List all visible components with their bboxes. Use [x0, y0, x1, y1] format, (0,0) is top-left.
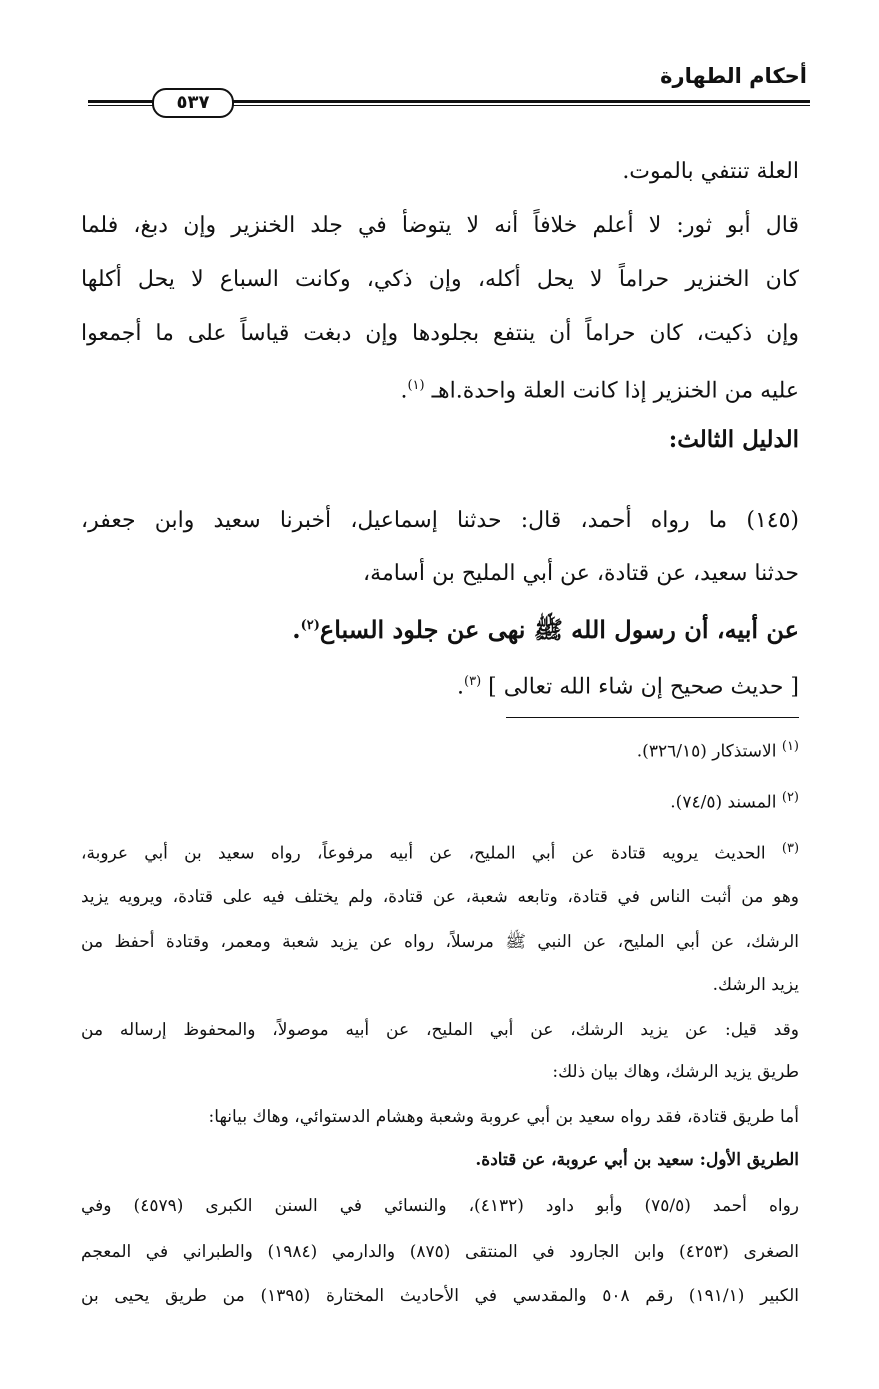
- footnote-3-line-4: يزيد الرشك.: [712, 975, 799, 995]
- footnote-subheading: الطريق الأول: سعيد بن أبي عروبة، عن قتادة.: [475, 1150, 799, 1170]
- footnote-3-line-1: [81, 836, 799, 867]
- hadith-grade-end: .: [457, 674, 465, 700]
- body-line-1: العلة تنتفي بالموت.: [622, 159, 799, 184]
- footnote-3-line-3: الرشك، عن أبي المليح، عن النبي ﷺ مرسلاً، رواه عن يزيد شعبة ومعمر، وقتادة أحفظ من: [81, 932, 799, 952]
- page-number: ٥٣٧: [152, 88, 234, 118]
- footnote-separator: [506, 717, 799, 718]
- footnote-para-4-line-3: الكبير (١٩١/١) رقم ٥٠٨ والمقدسي في الأحاديث المختارة (١٣٩٥) من طريق يحيى بن: [81, 1286, 800, 1306]
- footnote-3-line-1-text: الحديث يرويه قتادة عن أبي المليح، عن أبيه مرفوعاً، رواه سعيد بن أبي عروبة،: [81, 843, 766, 864]
- footnote-3-number: (٣): [781, 841, 800, 856]
- body-line-3: كان الخنزير حراماً لا يحل أكله، وإن ذكي، وكانت السباع لا يحل أكلها: [81, 267, 799, 292]
- hadith-matn-text: عن أبيه، أن رسول الله ﷺ نهى عن جلود السباع: [319, 615, 799, 644]
- running-title: أحكام الطهارة: [660, 64, 807, 88]
- body-line-5-end: .: [400, 378, 408, 404]
- footnote-2-text: المسند (٧٤/٥).: [670, 792, 777, 813]
- footnote-para-4-line-2: الصغرى (٤٢٥٣) وابن الجارود في المنتقى (٨٧٥) والدارمي (١٩٨٤) والطبراني في المعجم: [81, 1242, 799, 1262]
- section-heading: الدليل الثالث:: [668, 426, 799, 453]
- footnote-para-2-line-2: طريق يزيد الرشك، وهاك بيان ذلك:: [552, 1062, 799, 1082]
- hadith-grade: [457, 667, 799, 702]
- body-line-5-text: عليه من الخنزير إذا كانت العلة واحدة.اهـ: [431, 378, 799, 404]
- footnote-para-3: أما طريق قتادة، فقد رواه سعيد بن أبي عروبة وشعبة وهشام الدستوائي، وهاك بيانها:: [208, 1107, 799, 1127]
- footnote-ref-1: (١): [407, 378, 425, 393]
- footnote-1-text: الاستذكار (٣٢٦/١٥).: [636, 741, 777, 762]
- footnote-ref-3: (٣): [464, 674, 482, 689]
- hadith-line-1: (١٤٥) ما رواه أحمد، قال: حدثنا إسماعيل، أخبرنا سعيد وابن جعفر،: [81, 508, 799, 533]
- hadith-matn-end: .: [292, 615, 301, 644]
- footnote-para-2-line-1: وقد قيل: عن يزيد الرشك، عن أبي المليح، عن أبيه موصولاً، والمحفوظ إرساله من: [81, 1020, 799, 1040]
- footnote-2: [670, 785, 799, 816]
- body-line-2: قال أبو ثور: لا أعلم خلافاً أنه لا يتوضأ في جلد الخنزير وإن دبغ، فلما: [81, 213, 799, 238]
- footnote-ref-2: (٢): [300, 618, 320, 633]
- footnote-1: [637, 734, 799, 765]
- hadith-grade-text: [ حديث صحيح إن شاء الله تعالى ]: [488, 674, 799, 700]
- hadith-line-2: حدثنا سعيد، عن قتادة، عن أبي المليح بن أسامة،: [363, 561, 799, 586]
- footnote-3-line-2: وهو من أثبت الناس في قتادة، وتابعه شعبة، عن قتادة، ولم يختلف فيه على قتادة، ويرويه يزيد: [81, 887, 799, 907]
- body-line-4: وإن ذكيت، كان حراماً أن ينتفع بجلودها وإن دبغت قياساً على ما أجمعوا: [81, 321, 799, 346]
- footnote-1-number: (١): [781, 739, 799, 754]
- footnote-para-4-line-1: رواه أحمد (٧٥/٥) وأبو داود (٤١٣٢)، والنسائي في السنن الكبرى (٤٥٧٩) وفي: [81, 1196, 799, 1216]
- body-line-5: [400, 371, 799, 406]
- footnote-2-number: (٢): [781, 790, 799, 805]
- hadith-matn: [292, 611, 799, 645]
